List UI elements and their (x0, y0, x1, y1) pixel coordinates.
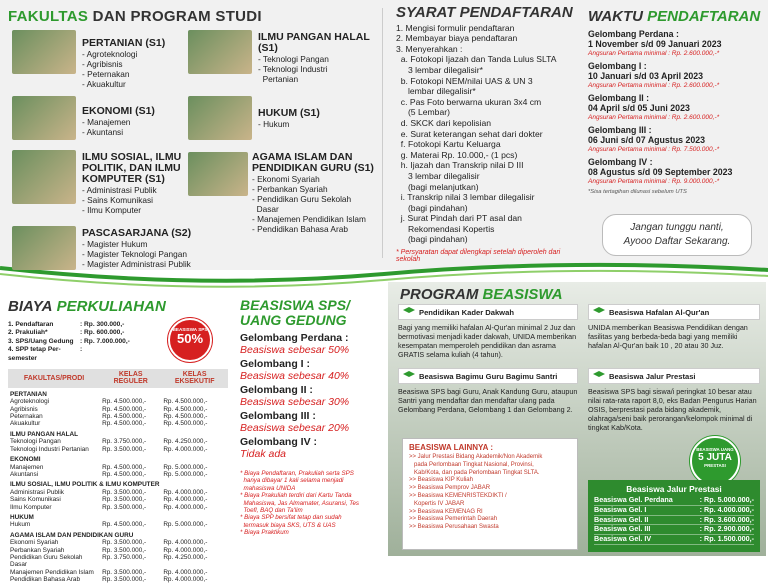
bsps-percent: Beasiswa sebesar 20% (240, 422, 350, 434)
bsps-note: * Biaya SPP bersifat tetap dan sudah (240, 514, 342, 522)
fee-cell: Manajemen Pendidikan Islam (10, 568, 94, 576)
fee-cell: Rp. 3.500.000,- (102, 496, 147, 504)
badge-top-text: BEASISWA UANG (696, 447, 734, 452)
lainnya-item: Kab/Kota, dan pada Perlombaan Tingkat SLTA. (409, 469, 540, 476)
faculty-photo (12, 150, 76, 204)
bsps-gelombang: Gelombang IV : (240, 436, 318, 448)
syarat-item: (bagi pindahan) (396, 234, 468, 245)
fee-cell: Rp. 4.000.000,- (163, 503, 208, 511)
hafalan-box (588, 304, 760, 350)
fee-table (8, 369, 228, 584)
syarat-item: c. Pas Foto berwarna ukuran 3x4 cm (396, 96, 542, 107)
fee-cell: Rp. 3.500.000,- (102, 546, 147, 554)
faculty-item (258, 108, 374, 129)
guru-santri-box (398, 368, 578, 414)
bsps-note: termasuk biaya SKS, UTS & UAS (240, 521, 336, 529)
fee-cell: Rp. 4.500.000,- (163, 420, 208, 428)
jalur-amount: : Rp. 2.900.000,- (689, 525, 754, 535)
jalur-label: Beasiswa Gel. III (594, 525, 689, 535)
syarat-item: lembar dilegalisir* (396, 86, 476, 97)
graduation-cap-icon (403, 371, 415, 381)
syarat-list (396, 23, 576, 245)
fee-cell: Peternakan (10, 413, 43, 421)
bsps-gelombang: Gelombang II : (240, 384, 313, 396)
study-program: - Teknologi Industri (258, 64, 328, 74)
lainnya-item: >> Beasiswa KIP Kuliah (409, 477, 473, 484)
faculty-photo (12, 30, 76, 74)
jalur-row (594, 505, 754, 515)
fee-cell: Rp. 4.500.000,- (102, 521, 147, 529)
study-program: - Peternakan (82, 69, 130, 79)
fee-cell: Rp. 5.000.000,- (163, 521, 208, 529)
lainnya-item: >> Beasiswa KEMENRISTEKDIKTI / (409, 492, 507, 499)
lainnya-item: >> Beasiswa Pemprov JABAR (409, 485, 491, 492)
kader-text: Bagi yang memiliki hafalan Al-Qur'an minimal 2 Juz dan bermotivasi menjadi kader dakwah, UNIDA memberikan kesempatan memperoleh pendidikan dan asrama GRATIS selama kuliah (4 tahun). (398, 323, 577, 359)
lainnya-item: >> Beasiswa Pemerintah Daerah (409, 516, 498, 523)
gelombang-name: Gelombang I : (588, 61, 647, 71)
gelombang-name: Gelombang III : (588, 125, 652, 135)
syarat-item: 3. Menyerahkan : (396, 43, 463, 54)
waktu-title: WAKTU PENDAFTARAN (588, 8, 761, 25)
bsps-note: Mahasiswa, Jas Almamater, Asuransi, Tes (240, 499, 359, 507)
graduation-cap-icon (593, 371, 605, 381)
fee-row (8, 521, 228, 528)
angsuran-note: Angsuran Pertama minimal : Rp. 2.600.000,-* (588, 114, 720, 121)
fee-cell: Rp. 4.250.000,- (163, 553, 208, 561)
syarat-item: Rekomendasi Kopertis (396, 223, 495, 234)
study-program: - Akuntansi (82, 127, 124, 137)
fee-value: : Rp. 300.000,- (80, 321, 125, 328)
faculty-name: PERTANIAN (S1) (82, 37, 166, 49)
fee-header: KELAS EKSEKUTIF (161, 369, 228, 388)
beasiswa-lainnya-box (402, 438, 578, 550)
gelombang-date: 04 April s/d 05 Juni 2023 (588, 103, 690, 113)
fee-row (8, 547, 228, 554)
syarat-item: 3 lembar dilegalisir (396, 170, 480, 181)
jalur-amount: : Rp. 3.600.000,- (689, 515, 754, 525)
fee-row (8, 438, 228, 445)
fakultas-title: FAKULTAS DAN PROGRAM STUDI (8, 8, 262, 25)
badge-amount-text: 5 JUTA (698, 452, 732, 463)
lainnya-item: pada Perlombaan Tingkat Nasional, Provinsi, (409, 461, 534, 468)
lainnya-item: >> Beasiswa Perusahaan Swasta (409, 524, 499, 531)
study-program: - Ilmu Komputer (82, 205, 142, 215)
study-program: Pertanian (258, 74, 299, 84)
faculty-name: EKONOMI (S1) (82, 105, 155, 117)
fee-cell: Rp. 4.000.000,- (163, 568, 208, 576)
faculty-photo (12, 226, 76, 270)
fee-group-row (8, 529, 228, 539)
fee-cell: Rp. 3.500.000,- (102, 503, 147, 511)
faculty-item (258, 32, 374, 84)
call-to-action-bubble (602, 214, 752, 256)
prestasi-title: Beasiswa Jalur Prestasi (609, 371, 696, 381)
jalur-title: Beasiswa Jalur Prestasi (626, 484, 722, 494)
bsps-note: * Biaya Praktikum (240, 529, 289, 537)
syarat-section (396, 4, 576, 264)
graduation-cap-icon (403, 307, 415, 317)
waktu-list (588, 29, 766, 186)
fee-cell: Manajemen (10, 463, 44, 471)
bsps-note: mahasiswa UNIDA (240, 484, 296, 492)
fee-cell: Rp. 4.500.000,- (102, 405, 147, 413)
angsuran-note: Angsuran Pertama minimal : Rp. 2.600.000,-* (588, 50, 720, 57)
sps-discount-badge (168, 318, 212, 362)
fakultas-section (8, 8, 380, 25)
study-program: - Perbankan Syariah (252, 184, 328, 194)
fee-row (8, 554, 228, 569)
fee-cell: Rp. 4.250.000,- (163, 438, 208, 446)
fee-cell: Rp. 3.750.000,- (102, 553, 147, 561)
syarat-note: * Persyaratan dapat dilengkapi setelah diperoleh dari sekolah (396, 249, 561, 264)
fee-row (8, 489, 228, 496)
bsps-note: * Biaya Pendaftaran, Prakuliah serta SPS (240, 470, 354, 477)
fee-cell: Administrasi Publik (10, 488, 64, 496)
waktu-section (588, 8, 766, 196)
study-program: - Manajemen Pendidikan Islam (252, 214, 366, 224)
syarat-item: d. SKCK dari kepolisian (396, 117, 492, 128)
fee-cell: Rp. 4.000.000,- (163, 445, 208, 453)
faculty-item (82, 106, 172, 137)
beasiswa-sps-notes (240, 470, 380, 537)
fee-cell: Rp. 5.000.000,- (163, 470, 208, 478)
fee-cell: Agribisnis (10, 405, 38, 413)
faculty-name: HUKUM (S1) (258, 107, 320, 119)
gelombang-date: 1 November s/d 09 Januari 2023 (588, 39, 722, 49)
guru-text: Beasiswa SPS bagi Guru, Anak Kandung Guru, ataupun Santri yang mendaftar dan mendaftar ulang pada Gelombang Perdana, Gelombang 1 dan Gelombang 2. (398, 387, 578, 414)
study-program: - Magister Teknologi Pangan (82, 249, 188, 259)
fee-value: : Rp. 600.000,- (80, 329, 125, 337)
fee-value: : Rp. 7.000.000,- (80, 337, 130, 345)
column-divider (382, 8, 383, 258)
fee-cell: Akuntansi (10, 470, 39, 478)
lainnya-list (409, 454, 571, 532)
fee-group-name: ILMU SOSIAL, ILMU POLITIK & ILMU KOMPUTER (10, 481, 160, 489)
fee-row (8, 569, 228, 576)
study-program: - Agroteknologi (82, 49, 138, 59)
syarat-item: 1. Mengisi formulir pendaftaran (396, 22, 515, 33)
bsps-percent: Tidak ada (240, 448, 287, 460)
fee-cell: Rp. 3.500.000,- (102, 539, 147, 547)
fee-cell: Teknologi Pangan (10, 438, 61, 446)
beasiswa-sps-section (240, 298, 380, 537)
jalur-label: Beasiswa Gel. Perdana (594, 496, 689, 505)
fee-row (8, 576, 228, 583)
badge-bottom-text: PRESTASI (704, 463, 726, 468)
gelombang-date: 06 Juni s/d 07 Agustus 2023 (588, 135, 706, 145)
study-program: - Administrasi Publik (82, 185, 157, 195)
fee-group-row (8, 388, 228, 398)
study-program: - Akuakultur (82, 79, 126, 89)
biaya-title: BIAYA PERKULIAHAN (8, 298, 166, 315)
fee-row (8, 496, 228, 503)
jalur-row (594, 496, 754, 505)
fee-cell: Rp. 3.750.000,- (102, 438, 147, 446)
gelombang-date: 08 Agustus s/d 09 September 2023 (588, 167, 733, 177)
fee-group-name: ILMU PANGAN HALAL (10, 430, 79, 438)
fee-group-row (8, 428, 228, 438)
kader-dakwah-box (398, 304, 578, 359)
syarat-item: j. Surat Pindah dari PT asal dan (396, 213, 522, 224)
fee-cell: Hukum (10, 521, 31, 529)
faculty-photo (188, 152, 248, 196)
lainnya-item: >> Beasiswa KEMENAG RI (409, 508, 483, 515)
jalur-row (594, 535, 754, 545)
syarat-title: SYARAT PENDAFTARAN (396, 4, 573, 21)
gelombang-name: Gelombang II : (588, 93, 650, 103)
syarat-item: f. Fotokopi Kartu Keluarga (396, 139, 501, 150)
study-program: - Agribisnis (82, 59, 123, 69)
jalur-label: Beasiswa Gel. I (594, 505, 689, 515)
prestasi-text: Beasiswa SPS bagi siswa/i peringkat 10 besar atau nilai rata-rata raport 8,0, eks Badan Pengurus Harian OSIS, berprestasi pada bidang akademik, olahraga/seni baik perorangan/kelompok minimal di tingkat Kab/Kota. (588, 387, 757, 432)
fee-cell: Ilmu Komputer (10, 503, 52, 511)
study-program: - Ekonomi Syariah (252, 174, 320, 184)
fee-cell: Rp. 3.500.000,- (102, 576, 147, 584)
fee-cell: Rp. 4.000.000,- (163, 576, 208, 584)
fee-cell: Rp. 4.000.000,- (163, 546, 208, 554)
study-program: - Sains Komunikasi (82, 195, 154, 205)
fee-header: KELAS REGULER (100, 369, 161, 388)
bsps-gelombang: Gelombang III : (240, 410, 316, 422)
gelombang-name: Gelombang IV : (588, 157, 653, 167)
bsps-percent: Beasiswa sebesar 50% (240, 344, 350, 356)
faculty-photo (188, 30, 252, 74)
faculty-name: ILMU PANGAN HALAL (S1) (258, 31, 370, 54)
fee-cell: Rp. 4.500.000,- (102, 470, 147, 478)
jalur-label: Beasiswa Gel. II (594, 515, 689, 525)
syarat-item: (5 Lembar) (396, 107, 450, 118)
faculty-photo (12, 96, 76, 140)
syarat-item: b. Fotokopi NEM/nilai UAS & UN 3 (396, 75, 533, 86)
faculty-item (82, 228, 282, 269)
fee-row (8, 398, 228, 405)
gelombang-date: 10 Januari s/d 03 April 2023 (588, 71, 704, 81)
fee-label: 1. Pendaftaran (8, 321, 54, 328)
fee-header-row (8, 369, 228, 388)
faculty-name: AGAMA ISLAM DAN PENDIDIKAN GURU (S1) (252, 151, 374, 174)
bsps-note: Toefl, BAQ dan Ta'lim (240, 507, 303, 515)
bsps-note: * Biaya Prakuliah terdiri dari Kartu Tanda (240, 492, 352, 500)
lainnya-item: Kopertis IV JABAR (409, 500, 465, 507)
bsps-gelombang: Gelombang Perdana : (240, 332, 349, 344)
fee-cell: Rp. 4.500.000,- (102, 420, 147, 428)
badge-big-text: 50% (176, 331, 204, 346)
jalur-prestasi-table-box (588, 480, 760, 552)
jalur-amount: : Rp. 4.000.000,- (689, 505, 754, 515)
fee-row (8, 413, 228, 420)
lainnya-item: >> Jalur Prestasi Bidang Akademik/Non Akademik (409, 454, 543, 460)
syarat-item: h. Ijazah dan Transkrip nilai D III (396, 160, 524, 171)
fee-row (8, 446, 228, 453)
fee-group-row (8, 511, 228, 521)
faculty-photo (188, 96, 252, 140)
fee-row (8, 464, 228, 471)
fee-group-name: AGAMA ISLAM DAN PENDIDIKAN GURU (10, 531, 134, 539)
syarat-item: a. Fotokopi Ijazah dan Tanda Lulus SLTA (396, 54, 557, 65)
study-program: - Pendidikan Guru Sekolah (252, 194, 352, 204)
syarat-item: (bagi pindahan) (396, 202, 468, 213)
study-program: - Magister Administrasi Publik (82, 259, 191, 269)
bsps-percent: Beasiswa sebesar 40% (240, 370, 350, 382)
study-program: - Pendidikan Bahasa Arab (252, 224, 348, 234)
fee-cell: Rp. 4.000.000,- (163, 539, 208, 547)
fee-cell: Rp. 3.500.000,- (102, 445, 147, 453)
fee-cell: Rp. 4.500.000,- (102, 413, 147, 421)
syarat-item: g. Materai Rp. 10.000,- (1 pcs) (396, 149, 518, 160)
hafalan-text: UNIDA memberikan Beasiswa Pendidikan dengan fasilitas yang berbeda-beda bagi yang memiliki hafalan Al-Qur'an baik 10 , 20 atau 30 Juz. (588, 323, 748, 350)
waktu-note: *Sisa tertagihan dilunasi sebelum UTS (588, 189, 687, 195)
fee-cell: Rp. 4.500.000,- (163, 398, 208, 406)
program-title: PROGRAM BEASISWA (400, 286, 563, 303)
fee-cell: Rp. 4.500.000,- (102, 398, 147, 406)
syarat-item: 2. Membayar biaya pendaftaran (396, 33, 518, 44)
gelombang-name: Gelombang Perdana : (588, 29, 679, 39)
fee-cell: Ekonomi Syariah (10, 539, 59, 547)
fee-row (8, 471, 228, 478)
fee-row (8, 539, 228, 546)
fee-group-name: HUKUM (10, 513, 34, 521)
jalur-amount: : Rp. 5.000.000,- (689, 496, 754, 505)
fee-cell: Rp. 4.500.000,- (163, 405, 208, 413)
fee-value: : (80, 346, 83, 354)
fee-row (8, 504, 228, 511)
fee-row (8, 420, 228, 427)
fee-label: 3. SPS/Uang Gedung (8, 337, 74, 345)
faculty-item (82, 152, 186, 215)
graduation-cap-icon (593, 307, 605, 317)
fee-cell: Rp. 3.500.000,- (102, 488, 147, 496)
faculty-name: PASCASARJANA (S2) (82, 227, 192, 239)
study-program: - Magister Hukum (82, 239, 148, 249)
fee-cell: Sains Komunikasi (10, 496, 61, 504)
fee-header: FAKULTAS/PRODI (8, 369, 100, 388)
fee-cell: Perbankan Syariah (10, 546, 65, 554)
angsuran-note: Angsuran Pertama minimal : Rp. 9.000.000,-* (588, 178, 720, 185)
bsps-note: hanya dibayar 1 kali selama menjadi (240, 477, 344, 485)
fee-group-row (8, 478, 228, 488)
fee-cell: Rp. 3.500.000,- (102, 568, 147, 576)
fee-group-name: PERTANIAN (10, 390, 47, 398)
beasiswa-sps-list (240, 332, 380, 460)
fee-cell: Rp. 4.500.000,- (102, 463, 147, 471)
fee-cell: Akuakultur (10, 420, 41, 428)
study-program: - Teknologi Pangan (258, 54, 329, 64)
kader-title: Pendidikan Kader Dakwah (419, 307, 514, 317)
study-program: Dasar (252, 204, 279, 214)
syarat-item: 3 lembar dilegalisir* (396, 64, 483, 75)
fee-cell: Agroteknologi (10, 398, 50, 406)
jalur-amount: : Rp. 1.500.000,- (689, 535, 754, 545)
faculty-name: ILMU SOSIAL, ILMU POLITIK, DAN ILMU KOMPUTER (S1) (82, 151, 182, 185)
jalur-label: Beasiswa Gel. IV (594, 535, 689, 545)
study-program: - Hukum (258, 119, 290, 129)
fee-cell: Teknologi Industri Pertanian (10, 445, 89, 453)
study-program: - Manajemen (82, 117, 131, 127)
fee-group-row (8, 453, 228, 463)
fee-group-name: EKONOMI (10, 456, 41, 464)
bsps-gelombang: Gelombang I : (240, 358, 311, 370)
syarat-item: i. Transkrip nilai 3 lembar dilegalisir (396, 192, 535, 203)
lainnya-title: BEASISWA LAINNYA : (409, 443, 494, 452)
fee-label: 4. SPP tetap Per-semester (8, 346, 61, 362)
fee-cell: Rp. 5.000.000,- (163, 463, 208, 471)
beasiswa-sps-title: BEASISWA SPS/ UANG GEDUNG (240, 297, 350, 328)
fee-row (8, 406, 228, 413)
fee-cell: Pendidikan Guru Sekolah Dasar (10, 553, 83, 569)
angsuran-note: Angsuran Pertama minimal : Rp. 2.600.000,-* (588, 82, 720, 89)
fee-label: 2. Prakuliah* (8, 329, 48, 337)
syarat-item: e. Surat keterangan sehat dari dokter (396, 128, 543, 139)
hafalan-title: Beasiswa Hafalan Al-Qur'an (609, 307, 710, 317)
fee-cell: Rp. 4.500.000,- (163, 413, 208, 421)
cta-line-2: Ayooo Daftar Sekarang. (623, 236, 731, 247)
cta-line-1: Jangan tunggu nanti, (630, 222, 724, 233)
prestasi-box (588, 368, 760, 432)
fee-cell: Rp. 4.000.000,- (163, 496, 208, 504)
fee-cell: Pendidikan Bahasa Arab (10, 576, 80, 584)
syarat-item: (bagi melanjutkan) (396, 181, 479, 192)
bsps-percent: Beasiswa sebesar 30% (240, 396, 350, 408)
angsuran-note: Angsuran Pertama minimal : Rp. 7.500.000,-* (588, 146, 720, 153)
fee-cell: Rp. 4.000.000,- (163, 488, 208, 496)
guru-title: Beasiswa Bagimu Guru Bagimu Santri (419, 371, 558, 381)
faculty-item (82, 38, 172, 89)
prestasi-5-juta-badge (690, 436, 740, 486)
jalur-table (594, 496, 754, 545)
faculty-item (252, 152, 380, 234)
badge-small-text: BEASISWA SPS (172, 327, 208, 332)
